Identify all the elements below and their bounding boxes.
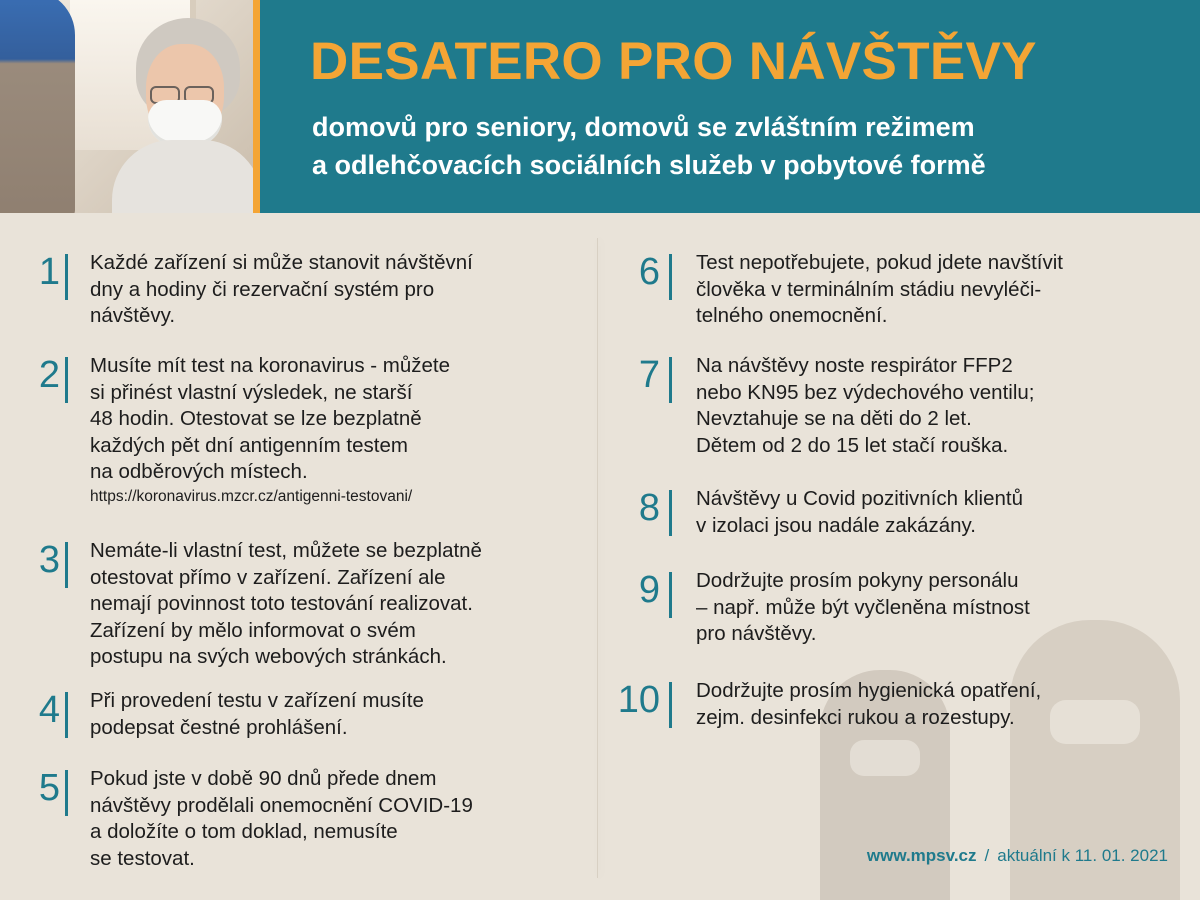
rule-number: 4 [38,689,60,731]
rule-item-4 [0,688,600,766]
header-banner [0,0,1200,213]
accent-bar [253,0,260,213]
rule-number: 8 [638,487,660,529]
rule-text: Při provedení testu v zařízení musíte podepsat čestné prohlášení. [90,689,424,739]
rule-item-8 [600,486,1200,568]
footer [867,846,1168,866]
rule-text: Musíte mít test na koronavirus - můžete si přinést vlastní výsledek, ne starší 48 hodin. Otestovat se lze bezplatně každých pět dní antigenním testem na odběrových místech. https://koronavirus.mzcr.cz/antigenni-testovani/ [90,353,580,508]
rule-number: 3 [38,539,60,581]
page-subtitle [312,108,1182,184]
rule-number: 7 [638,354,660,396]
rule-text: Nemáte-li vlastní test, můžete se bezplatně otestovat přímo v zařízení. Zařízení ale nemají povinnost toto testování realizovat. Zařízení by mělo informovat o svém postupu na svých webových stránkách. [90,539,482,668]
website-link[interactable]: www.mpsv.cz [866,846,977,865]
rules-left-column [0,250,600,876]
rule-text: Pokud jste v době 90 dnů přede dnem návštěvy prodělali onemocnění COVID-19 a doložíte o tom doklad, nemusíte se testovat. [90,767,473,870]
rule-number: 10 [617,679,660,721]
testing-link[interactable]: https://koronavirus.mzcr.cz/antigenni-testovani/ [90,487,413,505]
rule-number: 6 [638,251,660,293]
rule-text: Na návštěvy noste respirátor FFP2 nebo KN95 bez výdechového ventilu; Nevztahuje se na děti do 2 let. Dětem od 2 do 15 let stačí rouška. [696,354,1035,457]
rule-text: Dodržujte prosím hygienická opatření, zejm. desinfekci rukou a rozestupy. [696,679,1042,729]
senior-woman-photo [0,0,253,213]
rules-right-column [600,250,1200,758]
rule-text: Test nepotřebujete, pokud jdete navštívit člověka v terminálním stádiu nevyléči- telného onemocnění. [696,251,1063,327]
rule-item-1 [0,250,600,353]
rule-number: 9 [638,569,660,611]
rule-item-3 [0,538,600,688]
footer-separator: / [984,846,990,865]
subtitle-line: domovů pro seniory, domovů se zvláštním režimem [312,112,975,142]
rule-text: Návštěvy u Covid pozitivních klientů v izolaci jsou nadále zakázány. [696,487,1024,537]
rule-number: 2 [38,354,60,396]
rule-number: 5 [38,767,60,809]
rule-text: Dodržujte prosím pokyny personálu – např. může být vyčleněna místnost pro návštěvy. [696,569,1030,645]
rule-text: Každé zařízení si může stanovit návštěvní dny a hodiny či rezervační systém pro návštěvy. [90,251,473,327]
update-date: aktuální k 11. 01. 2021 [997,846,1168,865]
rule-item-6 [600,250,1200,353]
rule-item-2 [0,353,600,538]
rule-number: 1 [38,251,60,293]
rule-item-9 [600,568,1200,678]
subtitle-line: a odlehčovacích sociálních služeb v pobytové formě [312,150,986,180]
rule-item-7 [600,353,1200,486]
page-title: DESATERO PRO NÁVŠTĚVY [310,32,1037,91]
rule-item-5 [0,766,600,876]
rule-item-10 [600,678,1200,758]
